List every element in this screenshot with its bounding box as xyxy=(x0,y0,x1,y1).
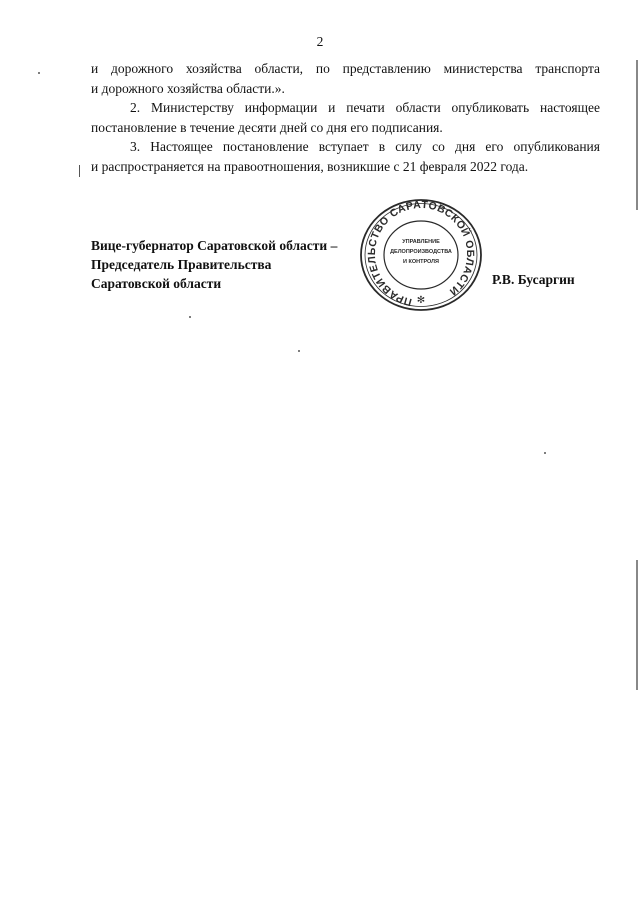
official-seal-stamp xyxy=(355,195,487,315)
paragraph-1-line-1: и дорожного хозяйства области, по представлению министерства транспорта xyxy=(91,61,600,76)
stamp-star-icon: ✻ xyxy=(416,295,426,306)
signatory-name: Р.В. Бусаргин xyxy=(492,272,575,287)
paragraph-2-line-1: 2. Министерству информации и печати области опубликовать настоящее xyxy=(130,100,600,115)
signatory-position-line-1: Вице-губернатор Саратовской области – xyxy=(91,238,338,253)
scan-speck xyxy=(79,165,80,177)
paragraph-2-line-2: постановление в течение десяти дней со дня его подписания. xyxy=(91,119,443,135)
scan-speck xyxy=(636,560,638,690)
signatory-position xyxy=(91,236,337,293)
stamp-inner-line-1: УПРАВЛЕНИЕ xyxy=(402,239,440,245)
scan-speck xyxy=(544,452,546,454)
scan-speck xyxy=(189,316,191,318)
signatory-position-line-2: Председатель Правительства xyxy=(91,257,272,272)
signatory-position-line-3: Саратовской области xyxy=(91,276,222,291)
document-body xyxy=(91,59,600,176)
page-number: 2 xyxy=(316,34,324,49)
scan-speck xyxy=(38,72,40,74)
paragraph-1-line-2: и дорожного хозяйства области.». xyxy=(91,80,285,96)
paragraph-3 xyxy=(91,137,600,176)
paragraph-1 xyxy=(91,59,600,98)
paragraph-3-line-2: и распространяется на правоотношения, возникшие с 21 февраля 2022 года. xyxy=(91,158,529,174)
stamp-inner-line-3: И КОНТРОЛЯ xyxy=(403,259,439,265)
paragraph-3-line-1: 3. Настоящее постановление вступает в силу со дня его опубликования xyxy=(130,139,600,154)
scan-speck xyxy=(636,60,638,210)
stamp-outer-text: ПРАВИТЕЛЬСТВО САРАТОВСКОЙ ОБЛАСТИ xyxy=(365,198,477,309)
stamp-inner-line-2: ДЕЛОПРОИЗВОДСТВА xyxy=(390,249,452,255)
scan-speck xyxy=(298,350,300,352)
paragraph-2 xyxy=(91,98,600,137)
